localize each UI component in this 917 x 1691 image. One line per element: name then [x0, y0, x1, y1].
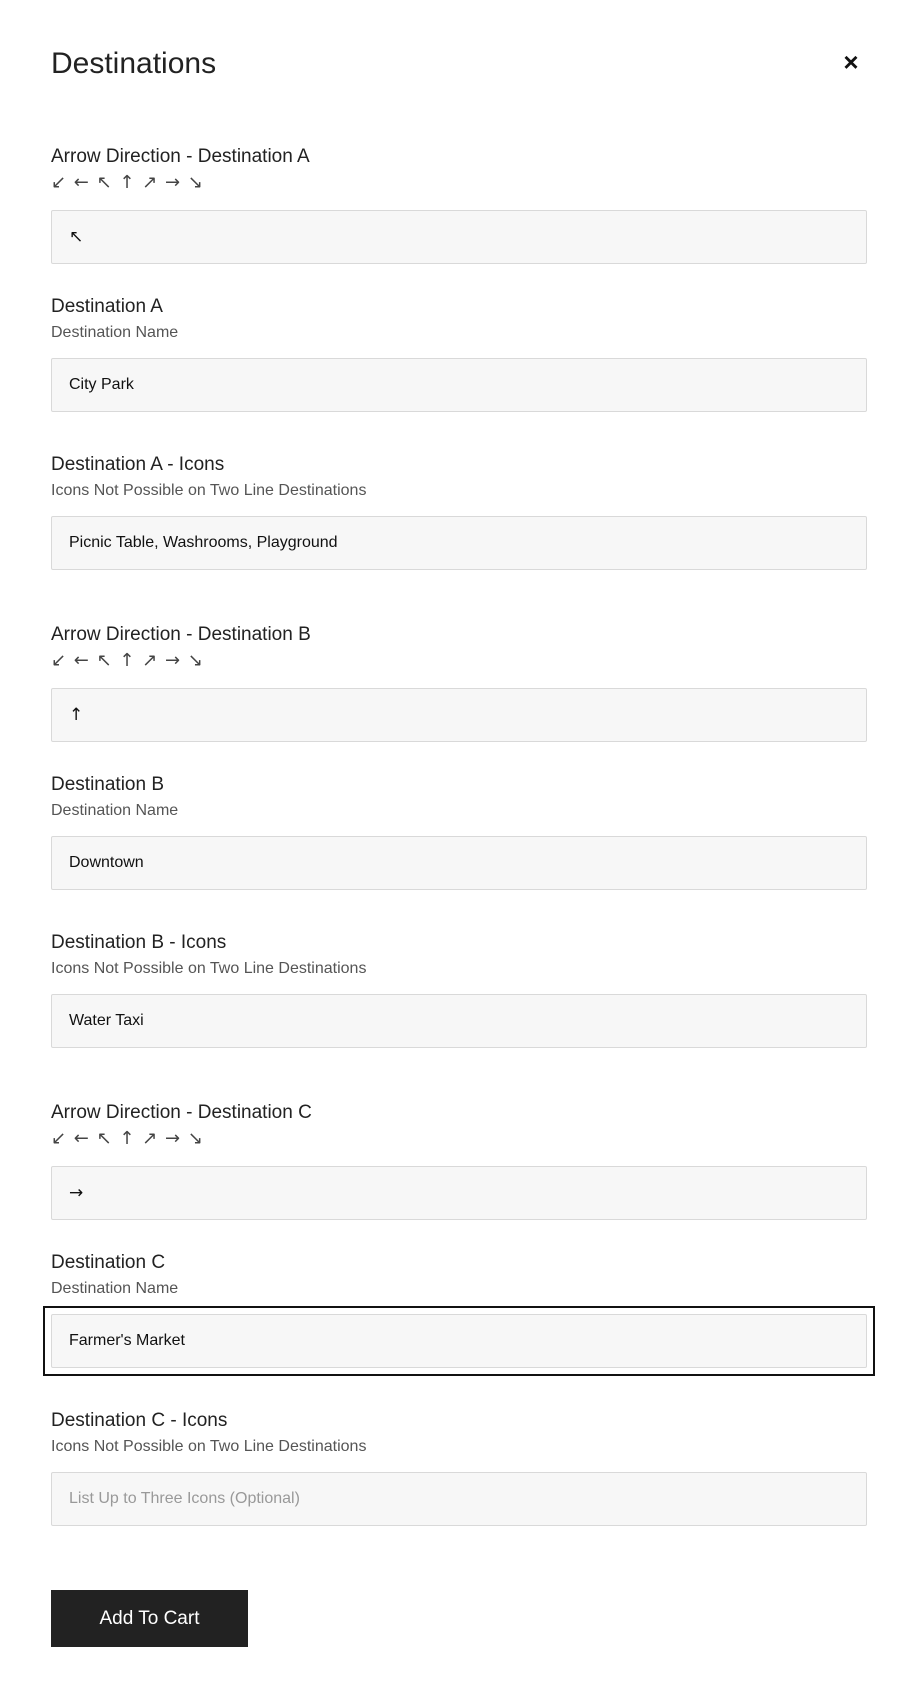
destination-c-input-wrapper	[51, 1314, 867, 1368]
field-destination-b	[51, 774, 867, 821]
close-icon: ×	[843, 47, 859, 77]
destination-a-icons-input[interactable]	[51, 516, 867, 570]
destination-c-icons-input[interactable]	[51, 1472, 867, 1526]
field-arrow-direction-b	[51, 624, 867, 671]
field-destination-a-icons	[51, 454, 867, 501]
field-label: Destination B	[51, 774, 165, 795]
destination-a-name-input[interactable]	[51, 358, 867, 412]
arrow-direction-c-input[interactable]	[51, 1166, 867, 1220]
field-help: Destination Name	[51, 324, 179, 341]
field-destination-c-icons	[51, 1410, 867, 1457]
field-destination-c	[51, 1252, 867, 1299]
field-label: Destination C	[51, 1252, 166, 1273]
destination-b-name-input[interactable]	[51, 836, 867, 890]
field-label: Arrow Direction - Destination A	[51, 146, 310, 167]
field-label: Destination A	[51, 296, 163, 317]
arrow-options-help: ↙ ← ↖ ↑ ↗ → ↘	[51, 172, 204, 193]
modal-header	[51, 44, 867, 84]
field-help: Icons Not Possible on Two Line Destinations	[51, 482, 367, 499]
field-destination-b-icons	[51, 932, 867, 979]
arrow-direction-a-input[interactable]	[51, 210, 867, 264]
arrow-direction-b-input[interactable]	[51, 688, 867, 742]
field-label: Arrow Direction - Destination B	[51, 624, 311, 645]
field-arrow-direction-c	[51, 1102, 867, 1149]
field-label: Destination B - Icons	[51, 932, 227, 953]
modal-title: Destinations	[51, 47, 217, 80]
close-button[interactable]	[835, 46, 867, 78]
field-label: Destination A - Icons	[51, 454, 225, 475]
destination-b-icons-input[interactable]	[51, 994, 867, 1048]
field-label: Destination C - Icons	[51, 1410, 228, 1431]
add-to-cart-button[interactable]: Add To Cart	[51, 1590, 248, 1647]
field-help: Destination Name	[51, 802, 179, 819]
arrow-options-help: ↙ ← ↖ ↑ ↗ → ↘	[51, 1128, 204, 1149]
field-help: Destination Name	[51, 1280, 179, 1297]
destination-c-name-input[interactable]	[51, 1314, 867, 1368]
arrow-options-help: ↙ ← ↖ ↑ ↗ → ↘	[51, 650, 204, 671]
field-help: Icons Not Possible on Two Line Destinations	[51, 1438, 367, 1455]
field-label: Arrow Direction - Destination C	[51, 1102, 312, 1123]
field-arrow-direction-a	[51, 146, 867, 193]
field-destination-a	[51, 296, 867, 343]
field-help: Icons Not Possible on Two Line Destinations	[51, 960, 367, 977]
